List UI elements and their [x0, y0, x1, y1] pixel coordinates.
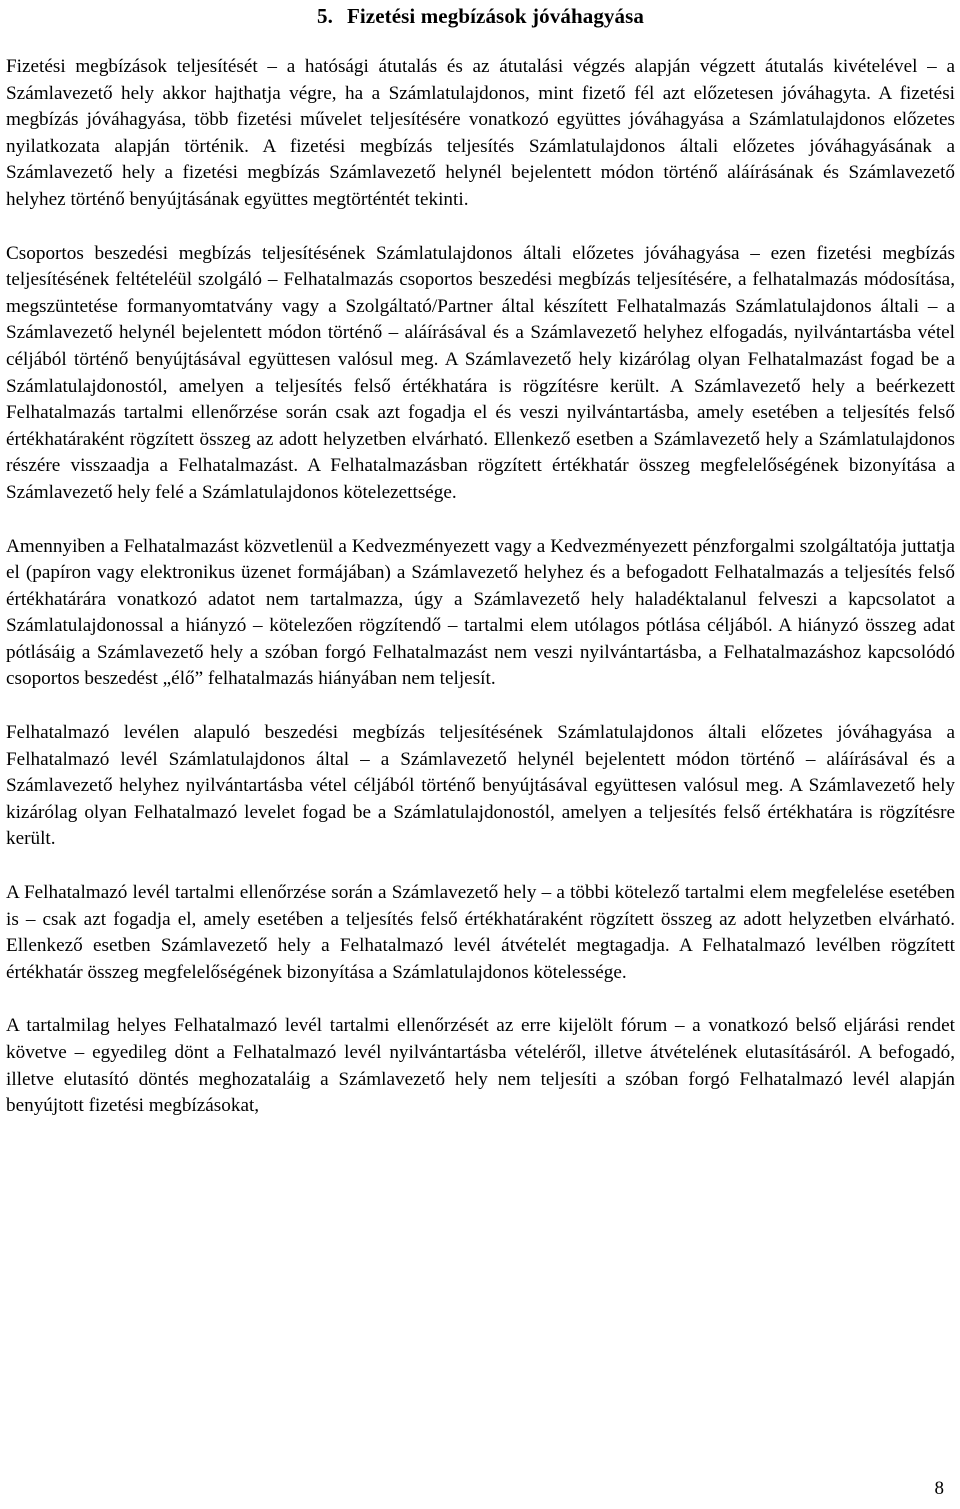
paragraph-3: Amennyiben a Felhatalmazást közvetlenül a Kedvezményezett vagy a Kedvezményezett pénzforgalmi szolgáltatója juttatja el (papíron vagy elektronikus üzenet formájában) a Számlavezető helyhez és a befogadott Felhatalmazás a teljesítés felső értékhatárára vonatkozó adatot nem tartalmazza, úgy a Számlavezető hely haladéktalanul felveszi a kapcsolatot a Számlatulajdonossal a hiányzó – kötelezően rögzítendő – tartalmi elem utólagos pótlása céljából. A hiányzó összeg adat pótlásáig a Számlavezető hely a szóban forgó Felhatalmazást nem veszi nyilvántartásba, a Felhatalmazáshoz kapcsolódó csoportos beszedést „élő” felhatalmazás hiányában nem teljesít. — [6, 535, 955, 690]
section-title-text: Fizetési megbízások jóváhagyása — [346, 4, 645, 28]
section-number: 5. — [316, 4, 333, 28]
page-number: 8 — [934, 1478, 944, 1499]
paragraph-5: A Felhatalmazó levél tartalmi ellenőrzése során a Számlavezető hely – a többi kötelező tartalmi elem megfelelése esetében is – csak azt fogadja el, amely esetében a teljesítés felső értékhatáraként rögzített összeg az adott helyzetben elvárható. Ellenkező esetben Számlavezető hely a Felhatalmazó levél átvételét megtagadja. A Felhatalmazó levélben rögzített értékhatár összeg megfelelőségének bizonyítása a Számlatulajdonos kötelessége. — [6, 882, 955, 983]
paragraph-4: Felhatalmazó levélen alapuló beszedési megbízás teljesítésének Számlatulajdonos általi előzetes jóváhagyása a Felhatalmazó levél Számlatulajdonos által – a Számlavezető helynél bejelentett módon történő – aláírásával és a Számlavezető helyhez nyilvántartásba vétel céljából történő benyújtásával együttesen valósul meg. A Számlavezető hely kizárólag olyan Felhatalmazó levelet fogad be a Számlatulajdonostól, amelyen a teljesítés felső értékhatára is rögzítésre került. — [6, 722, 955, 850]
section-title — [6, 0, 955, 30]
document-page — [6, 0, 955, 1120]
paragraph-1: Fizetési megbízások teljesítését – a hatósági átutalás és az átutalási végzés alapján végzett átutalás kivételével – a Számlavezető hely akkor hajthatja végre, ha a Számlatulajdonos, mint fizető fél azt előzetesen jóváhagyta. A fizetési megbízás jóváhagyása, több fizetési művelet teljesítésére vonatkozó együttes jóváhagyása a Számlatulajdonos előzetes nyilatkozata alapján történik. A fizetési megbízás teljesítés Számlatulajdonos általi előzetes jóváhagyásának a Számlavezető hely a fizetési megbízás Számlavezető helynél bejelentett módon történő aláírásának és Számlavezető helyhez történő benyújtásának együttes megtörténtét tekinti. — [6, 56, 955, 210]
paragraph-6: A tartalmilag helyes Felhatalmazó levél tartalmi ellenőrzését az erre kijelölt fórum – a vonatkozó belső eljárási rendet követve – egyedileg dönt a Felhatalmazó levél nyilvántartásba vételéről, illetve átvételének elutasításáról. A befogadó, illetve elutasító döntés meghozataláig a Számlavezető hely nem teljesíti a szóban forgó Felhatalmazó levél alapján benyújtott fizetési megbízásokat, — [6, 1015, 955, 1117]
paragraph-2: Csoportos beszedési megbízás teljesítésének Számlatulajdonos általi előzetes jóváhagyása – ezen fizetési megbízás teljesítésének feltételéül szolgáló – Felhatalmazás csoportos beszedési megbízás teljesítésére, a felhatalmazás módosítása, megszüntetése formanyomtatvány vagy a Szolgáltató/Partner által készített Felhatalmazás Számlatulajdonos általi – a Számlavezető helynél bejelentett módon történő – aláírásával és a Számlavezető helyhez elfogadás, nyilvántartásba vétel céljából történő benyújtásával együttesen valósul meg. A Számlavezető hely kizárólag olyan Felhatalmazást fogad be a Számlatulajdonostól, amelyen a teljesítés felső értékhatára is rögzítésre került. A Számlavezető hely a beérkezett Felhatalmazás tartalmi ellenőrzése során csak azt fogadja el és veszi nyilvántartásba, amely esetében a teljesítés felső értékhatáraként rögzített összeg az adott helyzetben elvárható. Ellenkező esetben a Számlavezető hely a Számlatulajdonos részére visszaadja a Felhatalmazást. A Felhatalmazásban rögzített értékhatár összeg megfelelőségének bizonyítása a Számlavezető hely felé a Számlatulajdonos kötelezettsége. — [6, 242, 955, 503]
